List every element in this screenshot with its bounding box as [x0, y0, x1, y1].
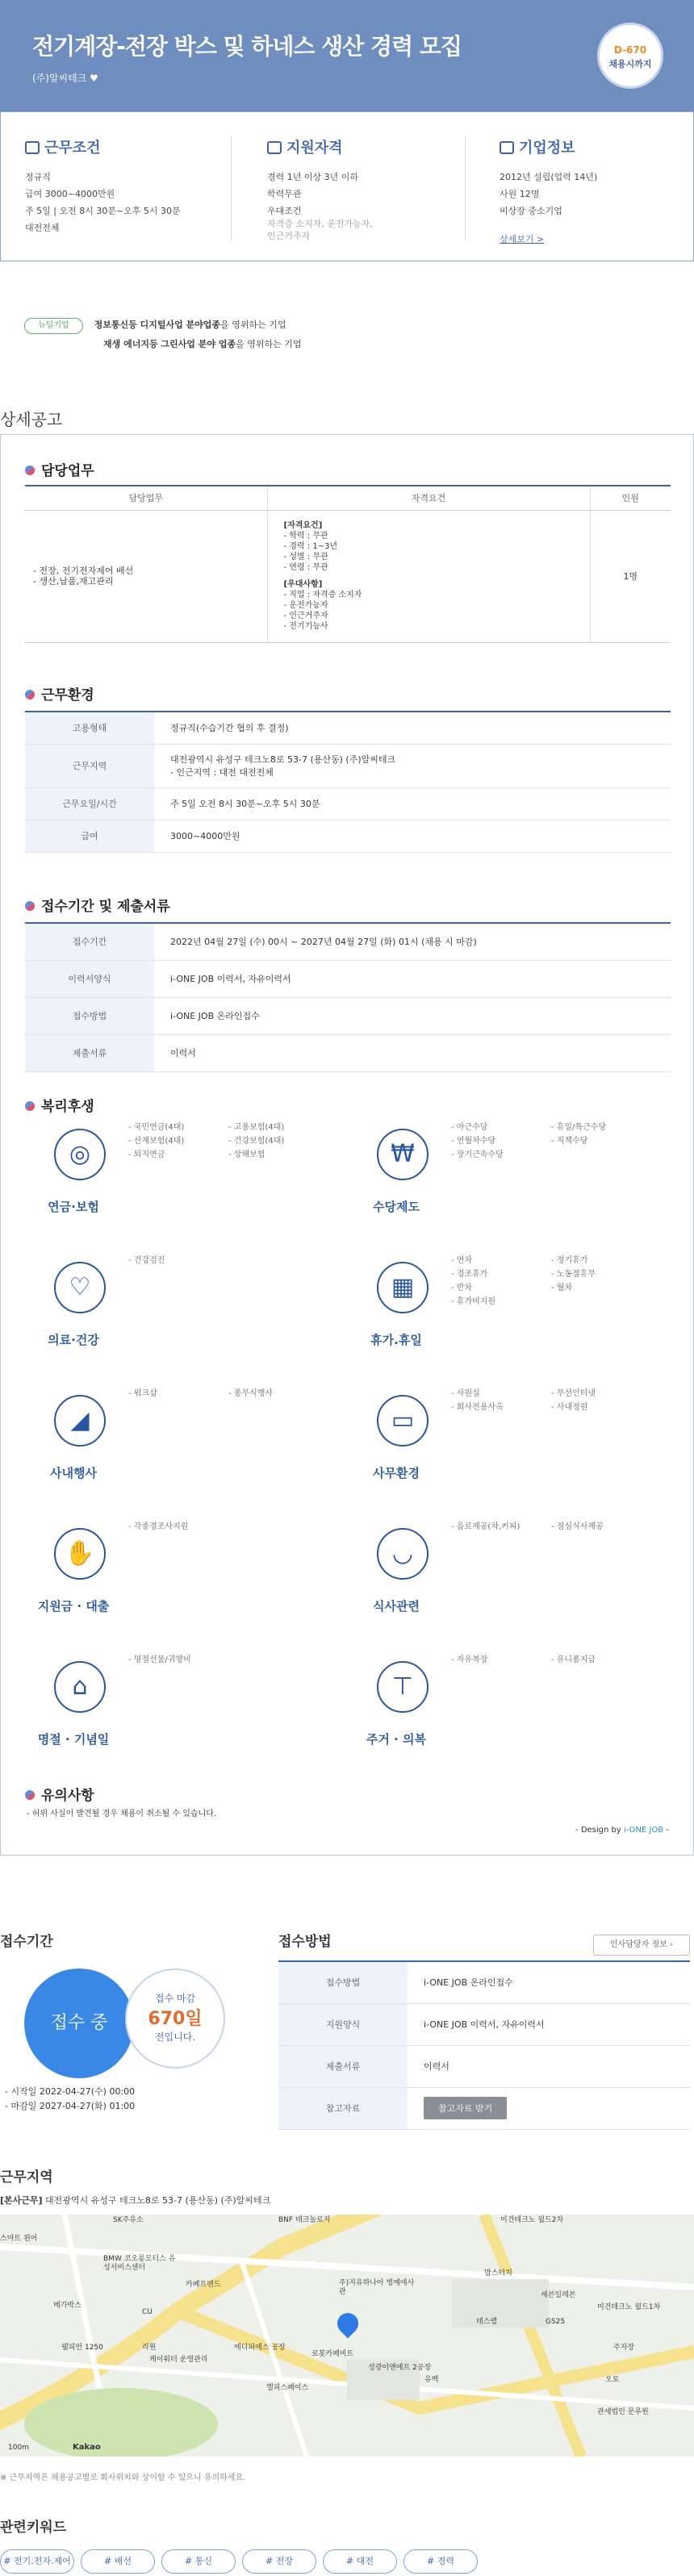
welfare-item: - 건강보험(4대)	[228, 1137, 285, 1146]
welfare-label: 명절 · 기념일	[37, 1732, 110, 1747]
map-label: 미건테크노 월드2차	[500, 2216, 564, 2224]
welfare-money	[25, 1520, 332, 1649]
welfare-item: - 건강검진	[128, 1256, 165, 1265]
job-header	[0, 0, 694, 111]
welfare-item: - 연월차수당	[451, 1137, 496, 1146]
microphone-icon: ◢	[54, 1395, 106, 1447]
env-table: 고용형태 정규직(수습기간 협의 후 결정) 근무지역 대전광역시 유성구 테크노8로 53-7 (용산동) (주)알씨테크 - 인근지역 : 대전 대전전체 근무요일/시간 주 5일 오전 8시 30분~오후 5시 30분 급여 3000~4000만원	[25, 711, 671, 853]
map-label: BMW 코오롱모터스 유성서비스센터	[103, 2255, 176, 2272]
uniform-icon: ⊤	[377, 1661, 429, 1713]
location-section: 근무지역 [본사근무] 대전광역시 유성구 테크노8로 53-7 (용산동) (주)알씨테크	[0, 2169, 271, 2206]
detail-section-title: 상세공고	[0, 410, 63, 429]
welfare-item: - 점심식사제공	[551, 1522, 604, 1531]
welfare-item: - 유니폼지급	[551, 1655, 596, 1664]
notice-heading: 유의사항	[25, 1784, 94, 1804]
welfare-item: - 자유복장	[451, 1655, 488, 1664]
map-label: 맘스터치	[484, 2269, 512, 2277]
job-summary	[0, 111, 694, 261]
welfare-microphone	[25, 1387, 332, 1516]
welfare-uniform	[348, 1653, 654, 1782]
map-label: 엘피스페이스	[266, 2384, 309, 2392]
welfare-item: - 상해보험	[228, 1150, 265, 1159]
company-name[interactable]: (주)알씨테크 ♥	[32, 73, 98, 84]
welfare-item: - 연차	[451, 1256, 473, 1265]
welfare-item: - 고용보험(4대)	[228, 1123, 285, 1132]
newdeal-badge: 뉴딜기업	[24, 318, 83, 334]
welfare-label: 식사관련	[373, 1599, 420, 1614]
monitor-icon: ▭	[377, 1395, 429, 1447]
map-label: 웰피언 1250	[61, 2344, 103, 2352]
welfare-item: - 장기근속수당	[451, 1150, 504, 1159]
calendar-icon: ▦	[377, 1262, 429, 1313]
keyword-tag[interactable]: # 경력	[403, 2549, 478, 2574]
keyword-tag[interactable]: # 대전	[323, 2549, 397, 2574]
work-conditions: 근무조건 정규직 급여 3000~4000만원 주 5일 | 오전 8시 30분~오후 5시 30분 대전전체	[25, 140, 181, 233]
job-detail	[0, 434, 694, 1856]
map-label: 리원	[142, 2344, 157, 2352]
health-icon: ♡	[54, 1262, 106, 1313]
method-heading: 접수방법	[278, 1934, 332, 1950]
welfare-item: - 회사전용사옥	[451, 1403, 504, 1412]
map-scale: 100m	[8, 2444, 29, 2452]
welfare-label: 휴가.휴일	[370, 1333, 422, 1347]
industry-info: 뉴딜기업 정보통신등 디지털사업 분야업종을 영위하는 기업 재생 에너지등 그린사업 분야 업종을 영위하는 기업	[24, 316, 301, 355]
person-icon	[267, 141, 282, 154]
welfare-item: - 사내정원	[551, 1403, 588, 1412]
welfare-item: - 월차	[551, 1284, 573, 1292]
location-note: ※ 근무지역은 채용공고별로 회사위치와 상이할 수 있으니 유의하세요.	[0, 2474, 246, 2482]
reference-download-button[interactable]: 참고자료 받기	[424, 2097, 507, 2119]
welfare-item: - 정기휴가	[551, 1256, 588, 1265]
briefcase-icon	[25, 141, 40, 154]
welfare-heading: 복리후생	[25, 1095, 94, 1115]
map-brand: Kakao	[73, 2443, 101, 2452]
building-icon	[500, 141, 514, 154]
contact-info-button[interactable]: 인사담당자 정보 ›	[593, 1935, 690, 1956]
env-heading: 근무환경	[25, 683, 94, 703]
design-credit: - Design by i-ONE JOB -	[575, 1826, 669, 1835]
map-label: BNF 테크놀로지	[278, 2216, 331, 2224]
map-label: 미건테크노 월드1차	[597, 2303, 661, 2311]
company-info: 기업정보 2012년 설립(업력 14년) 사원 12명 비상장 중소기업 상세보기 >	[500, 136, 693, 248]
deadline-circle: 접수 마감 670일 전입니다.	[125, 1969, 225, 2069]
map-label: 카페프렌드	[186, 2281, 221, 2289]
welfare-item: - 각종경조사지원	[128, 1522, 189, 1531]
apply-table: 접수기간 2022년 04월 27일 (수) 00시 ~ 2027년 04월 27일 (화) 01시 (채용 시 마감) 이력서양식 i-ONE JOB 이력서, 자유이력서 접수방법 i-ONE JOB 온라인접수 제출서류 이력서	[25, 922, 671, 1072]
map-label: 스마트 윈어	[0, 2235, 38, 2243]
welfare-label: 지원금 · 대출	[37, 1599, 110, 1614]
keyword-tag[interactable]: # 전기.전자.제어	[0, 2549, 74, 2574]
welfare-item: - 국민연금(4대)	[128, 1123, 185, 1132]
welfare-item: - 음료제공(차,커피)	[451, 1522, 520, 1531]
welfare-item: - 종무식행사	[228, 1389, 274, 1398]
map-label: 메가박스	[53, 2302, 82, 2310]
map-label: 케이워터 운영관리	[149, 2356, 208, 2364]
apply-heading: 접수기간 및 제출서류	[25, 895, 170, 915]
welfare-item: - 휴일/특근수당	[551, 1123, 607, 1132]
welfare-item: - 야근수당	[451, 1123, 488, 1132]
map-label: 오토	[605, 2376, 620, 2384]
status-circle: 접수 중	[24, 1969, 134, 2078]
dday-badge: D-670 채용시까지	[597, 23, 663, 89]
map-label: SK주유소	[113, 2216, 144, 2224]
welfare-item: - 산재보험(4대)	[128, 1137, 185, 1146]
map-label: 로봇카페비트	[311, 2350, 354, 2358]
welfare-item: - 무선인터넷	[551, 1389, 596, 1398]
map-label: 주)지유하나아 벙예애사관	[339, 2279, 415, 2296]
notice-text: - 허위 사실이 발견될 경우 채용이 취소될 수 있습니다.	[27, 1810, 217, 1818]
welfare-item: - 노동절휴무	[551, 1270, 596, 1279]
welfare-label: 의료·건강	[48, 1333, 99, 1347]
welfare-health	[25, 1254, 332, 1383]
map-label: 관세법인 문루원	[597, 2408, 649, 2416]
keywords-heading: 관련키워드	[0, 2520, 67, 2536]
duty-heading: 담당업무	[25, 459, 94, 479]
location-map[interactable]	[0, 2215, 694, 2457]
welfare-label: 사내행사	[50, 1466, 97, 1480]
map-label: 성광이앤에프 2공장	[368, 2364, 432, 2372]
map-label: 에디피에스 공장	[234, 2344, 286, 2352]
map-label: 세븐일레븐	[541, 2291, 576, 2299]
map-label: GS25	[546, 2318, 566, 2326]
gift-icon: ⌂	[54, 1661, 106, 1713]
money-icon: ✋	[54, 1528, 106, 1580]
welfare-monitor	[348, 1387, 654, 1516]
welfare-item: - 반차	[451, 1284, 473, 1292]
job-title: 전기계장-전장 박스 및 하네스 생산 경력 모집	[32, 33, 462, 60]
company-detail-link[interactable]: 상세보기 >	[500, 234, 545, 244]
pension-icon: ◎	[54, 1129, 106, 1180]
bullet-icon	[25, 466, 35, 475]
welfare-gift	[25, 1653, 332, 1782]
welfare-item: - 명절선물/귀향비	[128, 1655, 191, 1664]
method-table: 접수방법 i-ONE JOB 온라인접수 지원양식 i-ONE JOB 이력서, 자유이력서 제출서류 이력서 참고자료 참고자료 받기	[278, 1960, 690, 2130]
keyword-tag[interactable]: # 전장	[242, 2549, 316, 2574]
duty-table: 담당업무 자격요건 인원 - 전장, 전기전자제어 배선 - 생산,납품,재고관리 [자격요건] - 학력 : 무관 - 경력 : 1~3년 - 성별 : 무관 - 연령 : 무관 [우대사항] - 직업 : 자격증 소지자 - 운전가능자 - 인근거주자 - 전기기능사 1명	[25, 485, 671, 643]
welfare-calendar	[348, 1254, 654, 1383]
period-section: 접수기간	[0, 1934, 53, 1950]
welfare-label: 사무환경	[373, 1466, 420, 1480]
welfare-item: - 직책수당	[551, 1137, 588, 1146]
map-label: 주자장	[613, 2344, 635, 2352]
map-label: CU	[142, 2308, 153, 2316]
keyword-tag[interactable]: # 배선	[81, 2549, 155, 2574]
allowance-icon: ₩	[377, 1129, 429, 1180]
period-dates: - 시작일 2022-04-27(수) 00:00 - 마감일 2027-04-27(화) 01:00	[5, 2086, 136, 2111]
welfare-item: - 워크샵	[128, 1389, 157, 1398]
welfare-item: - 사원실	[451, 1389, 480, 1398]
welfare-allowance	[348, 1121, 654, 1250]
welfare-meal	[348, 1520, 654, 1649]
map-label: 테스랩	[476, 2318, 498, 2326]
welfare-label: 주거 · 의복	[366, 1732, 427, 1747]
welfare-item: - 경조휴가	[451, 1270, 488, 1279]
map-label: 유벡	[424, 2376, 439, 2384]
welfare-pension	[25, 1121, 332, 1250]
qualifications: 지원자격 경력 1년 이상 3년 이하 학력무관 우대조건 자격증 소지자, 운전가능자, 인근거주자	[267, 140, 373, 241]
meal-icon: ◡	[377, 1528, 429, 1580]
welfare-label: 연금·보험	[48, 1200, 99, 1214]
welfare-label: 수당제도	[373, 1200, 420, 1214]
heart-icon[interactable]: ♥	[90, 73, 98, 84]
keyword-tag[interactable]: # 통신	[161, 2549, 236, 2574]
welfare-item: - 휴가비지원	[451, 1297, 496, 1306]
welfare-item: - 퇴직연금	[128, 1150, 165, 1159]
